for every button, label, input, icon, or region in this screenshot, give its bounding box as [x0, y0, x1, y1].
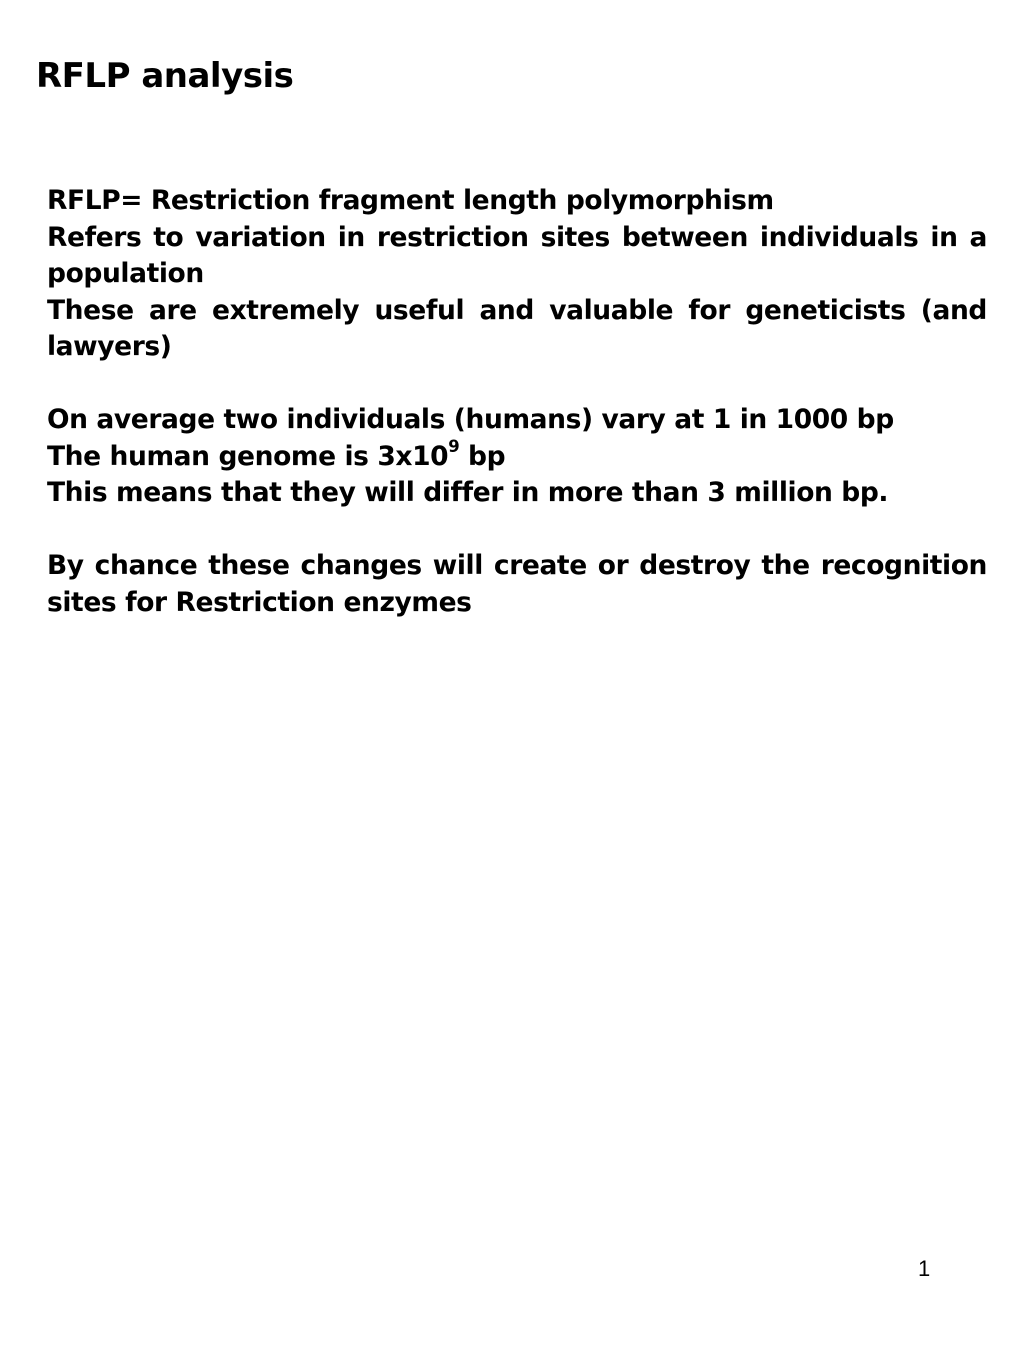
slide-title: RFLP analysis [36, 56, 294, 96]
page-number: 1 [918, 1256, 931, 1281]
genome-size-exponent: 9 [448, 437, 460, 457]
paragraph-spacer [47, 366, 987, 403]
refers-to-text: Refers to variation in restriction sites between individuals in a population [47, 221, 987, 289]
definition-text: RFLP= Restriction fragment length polymorphism [47, 185, 774, 216]
recognition-sites-text: By chance these changes will create or destroy the recognition sites for Restriction enzymes [47, 550, 987, 618]
paragraph-spacer [47, 512, 987, 549]
genome-size-prefix: The human genome is 3x10 [47, 440, 449, 472]
usefulness-text: These are extremely useful and valuable for geneticists (and lawyers) [47, 294, 987, 362]
difference-text: This means that they will differ in more than 3 million bp. [47, 477, 889, 508]
average-variation-text: On average two individuals (humans) vary at 1 in 1000 bp [47, 404, 894, 435]
slide-body [47, 183, 987, 621]
genome-size-text [47, 439, 987, 476]
genome-size-unit: bp [459, 440, 506, 472]
